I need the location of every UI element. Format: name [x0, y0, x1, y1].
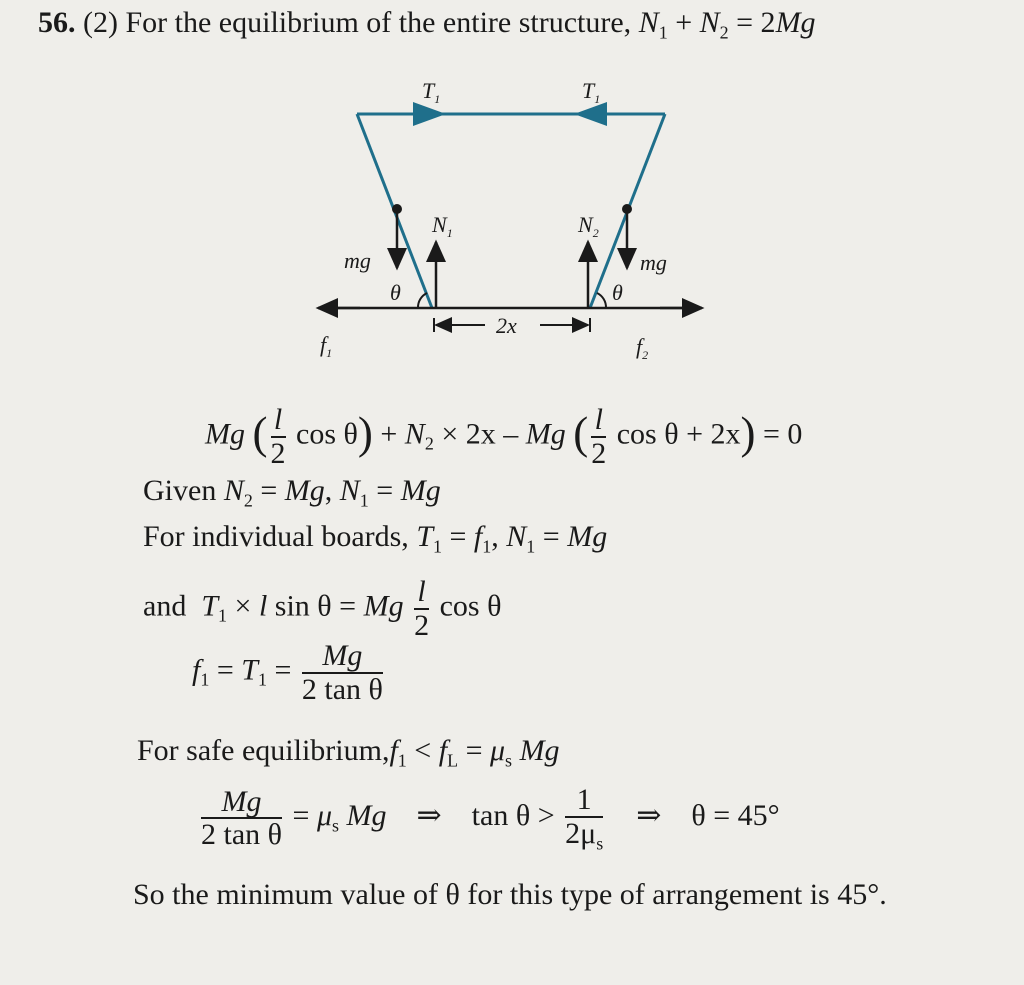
label-mg-right: mg: [640, 250, 667, 275]
conclusion-line: So the minimum value of θ for this type of arrangement is 45°.: [133, 878, 887, 911]
torque-line: and $T_1 \times l$ sin θ = Mg $\frac{l}{2}$ cos θ: [143, 575, 502, 642]
label-n2: $N_2$: [578, 212, 599, 240]
friction-expression: $f_1 = T_1$ = $\frac{Mg}{\text{2 tan θ}}$: [192, 639, 383, 706]
label-theta-left: θ: [390, 280, 401, 305]
question-number: 56.: [38, 6, 76, 39]
label-f1: $f_1$: [320, 332, 333, 360]
individual-boards-line: For individual boards, $T_1 = f_1$, $N_1 = Mg$: [143, 520, 608, 557]
label-distance: 2x: [496, 313, 517, 338]
label-n1: $N_1$: [432, 212, 453, 240]
label-mg-left: mg: [344, 248, 371, 273]
label-theta-right: θ: [612, 280, 623, 305]
heading-equation: $N_1 + N_2 = 2Mg$: [638, 6, 816, 43]
moment-equation: Mg ( $\frac{l}{2}$ $\cos \theta) + N_2 \times 2x - Mg$ ( $\frac{l}{2}$ cos θ + 2x) = 0: [205, 403, 803, 470]
answer-option: (2): [83, 6, 118, 39]
heading-text: For the equilibrium of the entire structure,: [125, 6, 632, 39]
given-line: Given $N_2 = Mg$, $N_1 = Mg$: [143, 474, 441, 511]
condition-line: $\frac{Mg}{\text{2 tan θ}}$ = $\mu_s$ Mg ⇒ tan θ > $\frac{1}{2\mu_s}$ ⇒ θ = 45°: [201, 783, 780, 853]
force-diagram: [300, 70, 720, 370]
label-f2: $f_2$: [636, 334, 649, 362]
question-heading: [38, 6, 816, 43]
label-t1-right: $T_1$: [582, 78, 601, 106]
safe-equilibrium-line: For safe $equilibrium,f_1 < f_L = \mu_s$ Mg: [137, 734, 560, 771]
angle-arc-right: [597, 293, 606, 308]
label-t1-left: $T_1$: [422, 78, 441, 106]
